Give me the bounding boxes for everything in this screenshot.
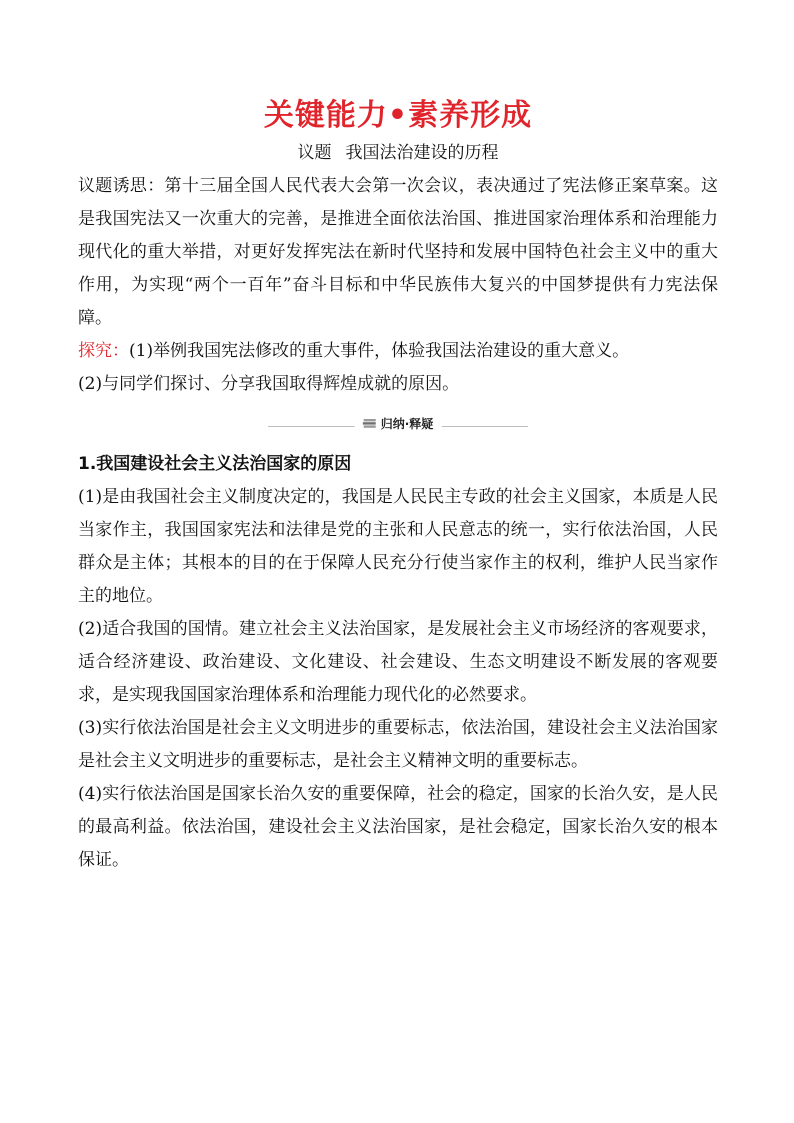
- topic-label: 议题: [297, 143, 332, 163]
- section-paragraph-3: (3)实行依法治国是社会主义文明进步的重要标志，依法治国，建设社会主义法治国家是社会主义文明进步的重要标志，是社会主义精神文明的重要标志。: [78, 718, 718, 771]
- section-paragraph-1: (1)是由我国社会主义制度决定的，我国是人民民主专政的社会主义国家，本质是人民当家作主，我国国家宪法和法律是党的主张和人民意志的统一，实行依法治国，人民群众是主体；其根本的目的在于保障人民充分行使当家作主的权利，维护人民当家作主的地位。: [78, 487, 718, 606]
- book-stack-icon: [363, 418, 377, 429]
- topic-line: [78, 140, 718, 166]
- topic-text: 我国法治建设的历程: [345, 143, 499, 163]
- explore-label: 探究：: [78, 341, 129, 361]
- explore-question-2: (2)与同学们探讨、分享我国取得辉煌成就的原因。: [78, 374, 460, 394]
- section-divider: [78, 411, 718, 441]
- section-heading: 1.我国建设社会主义法治国家的原因: [78, 454, 352, 474]
- section-paragraph-4: (4)实行依法治国是国家长治久安的重要保障，社会的稳定，国家的长治久安，是人民的最高利益。依法治国，建设社会主义法治国家，是社会稳定，国家长治久安的根本保证。: [78, 784, 718, 870]
- page-title: 关键能力•素养形成: [263, 98, 533, 133]
- intro-paragraph: [78, 170, 718, 335]
- section-paragraph-2: (2)适合我国的国情。建立社会主义法治国家，是发展社会主义市场经济的客观要求，适合经济建设、政治建设、文化建设、社会建设、生态文明建设不断发展的客观要求，是实现我国国家治理体系和治理能力现代化的必然要求。: [78, 619, 718, 705]
- explore-q1-text: (1)举例我国宪法修改的重大事件，体验我国法治建设的重大意义。: [129, 341, 630, 361]
- intro-text: 第十三届全国人民代表大会第一次会议，表决通过了宪法修正案草案。这是我国宪法又一次重大的完善，是推进全面依法治国、推进国家治理体系和治理能力现代化的重大举措，对更好发挥宪法在新时代坚持和发展中国特色社会主义中的重大作用，为实现“两个一百年”奋斗目标和中华民族伟大复兴的中国梦提供有力宪法保障。: [78, 176, 719, 328]
- divider-label-text: 归纳·释疑: [380, 417, 434, 431]
- divider-badge: [355, 415, 442, 432]
- intro-label: 议题诱思：: [78, 176, 165, 196]
- explore-question-1: [78, 335, 718, 368]
- document-page: [78, 96, 718, 877]
